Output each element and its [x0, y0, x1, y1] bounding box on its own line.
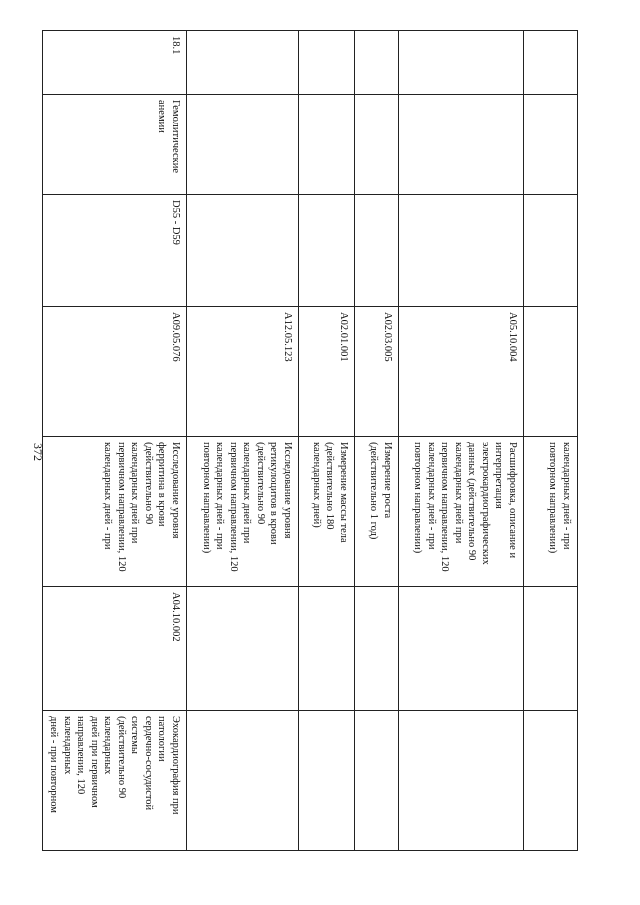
services-table — [42, 30, 578, 851]
table-row — [299, 31, 355, 851]
row-number-cell — [187, 31, 299, 95]
diagnosis-cell — [187, 95, 299, 195]
icd-code-cell — [524, 195, 578, 307]
service-name-cell: Исследование уровня ферритина в крови (действительно 90 календарных дней при первичном направлении, 120 календарных дней - при — [43, 437, 187, 587]
service-code-2-cell — [399, 587, 524, 711]
service-code-cell: A05.10.004 — [399, 307, 524, 437]
icd-code-cell — [355, 195, 399, 307]
service-code-2-cell: A04.10.002 — [43, 587, 187, 711]
table-row — [43, 31, 187, 851]
service-code-cell: A09.05.076 — [43, 307, 187, 437]
table-row — [187, 31, 299, 851]
diagnosis-cell — [355, 95, 399, 195]
table-row — [524, 31, 578, 851]
page-number: 372 — [31, 443, 45, 461]
icd-code-cell — [399, 195, 524, 307]
service-code-2-cell — [524, 587, 578, 711]
service-code-cell — [524, 307, 578, 437]
service-name-cell: Расшифровка, описание и интерпретация электрокардиографических данных (действительно 90 календарных дней при первичном направлении, 120 календарных дней - при повторном направлении) — [399, 437, 524, 587]
service-name-2-cell — [399, 711, 524, 851]
service-name-2-cell — [355, 711, 399, 851]
row-number-cell — [399, 31, 524, 95]
diagnosis-cell — [399, 95, 524, 195]
service-code-2-cell — [299, 587, 355, 711]
service-name-cell: Исследование уровня ретикулоцитов в крови (действительно 90 календарных дней при первичном направлении, 120 календарных дней - при повторном направлении) — [187, 437, 299, 587]
service-name-2-cell — [187, 711, 299, 851]
icd-code-cell — [187, 195, 299, 307]
row-number-cell — [524, 31, 578, 95]
icd-code-cell — [299, 195, 355, 307]
row-number-cell: 18.1 — [43, 31, 187, 95]
service-name-2-cell — [524, 711, 578, 851]
service-name-cell: Измерение роста (действительно 1 год) — [355, 437, 399, 587]
row-number-cell — [299, 31, 355, 95]
service-name-cell: календарных дней - при повторном направлении) — [524, 437, 578, 587]
table-row — [399, 31, 524, 851]
service-name-2-cell — [299, 711, 355, 851]
services-table-container — [48, 30, 578, 850]
row-number-cell — [355, 31, 399, 95]
service-name-cell: Измерение массы тела (действительно 180 календарных дней) — [299, 437, 355, 587]
diagnosis-cell — [524, 95, 578, 195]
table-row — [355, 31, 399, 851]
service-code-cell: A12.05.123 — [187, 307, 299, 437]
diagnosis-cell — [299, 95, 355, 195]
service-code-2-cell — [355, 587, 399, 711]
service-code-cell: A02.01.001 — [299, 307, 355, 437]
service-code-2-cell — [187, 587, 299, 711]
service-code-cell: A02.03.005 — [355, 307, 399, 437]
icd-code-cell: D55 - D59 — [43, 195, 187, 307]
diagnosis-cell: Гемолитические анемии — [43, 95, 187, 195]
service-name-2-cell: Эхокардиография при патологии сердечно-сосудистой системы (действительно 90 календарных дней при первичном направлении, 120 календарных дней - при повторном — [43, 711, 187, 851]
